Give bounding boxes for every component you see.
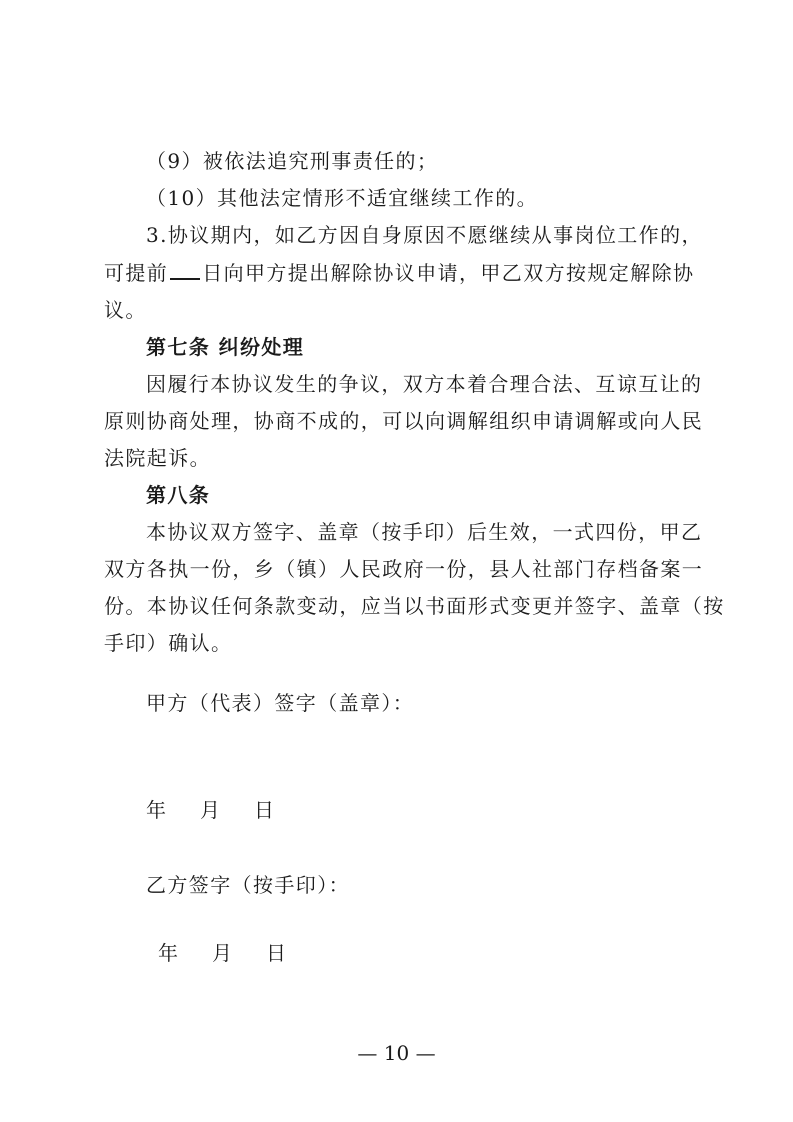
party-a-signature-label: 甲方（代表）签字（盖章）： <box>146 691 415 715</box>
article-8-line-1: 本协议双方签字、盖章（按手印）后生效，一式四份，甲乙 <box>146 520 703 544</box>
clause-3-line-2 <box>104 260 694 286</box>
party-b-day: 日 <box>266 941 286 965</box>
article-7-line-1: 因履行本协议发生的争议，双方本着合理合法、互谅互让的 <box>146 372 703 396</box>
clause-3-line-2-before: 可提前 <box>104 261 169 285</box>
party-b-month: 月 <box>212 941 232 965</box>
clause-3-line-1: 3.协议期内，如乙方因自身原因不愿继续从事岗位工作的， <box>146 223 703 247</box>
article-7-heading: 第七条 纠纷处理 <box>146 335 305 359</box>
party-b-year: 年 <box>158 941 178 965</box>
article-7-line-2: 原则协商处理，协商不成的，可以向调解组织申请调解或向人民 <box>104 409 704 433</box>
page-number: — 10 — <box>357 1041 436 1065</box>
article-7-line-3: 法院起诉。 <box>104 446 211 470</box>
blank-days-field <box>170 260 200 280</box>
clause-3-line-2-after: 日向甲方提出解除协议申请，甲乙双方按规定解除协 <box>202 261 695 285</box>
party-a-month: 月 <box>200 798 220 822</box>
clause-3-line-3: 议。 <box>104 298 147 322</box>
party-b-signature-label: 乙方签字（按手印）： <box>146 873 350 897</box>
article-8-line-4: 手印）确认。 <box>104 631 233 655</box>
item-9: （9）被依法追究刑事责任的； <box>146 149 439 173</box>
item-10: （10）其他法定情形不适宜继续工作的。 <box>146 186 539 210</box>
article-8-line-2: 双方各执一份，乡（镇）人民政府一份，县人社部门存档备案一 <box>104 557 704 581</box>
article-8-heading: 第八条 <box>146 483 211 507</box>
party-a-year: 年 <box>146 798 166 822</box>
article-8-line-3: 份。本协议任何条款变动，应当以书面形式变更并签字、盖章（按 <box>104 594 725 618</box>
party-a-day: 日 <box>254 798 274 822</box>
